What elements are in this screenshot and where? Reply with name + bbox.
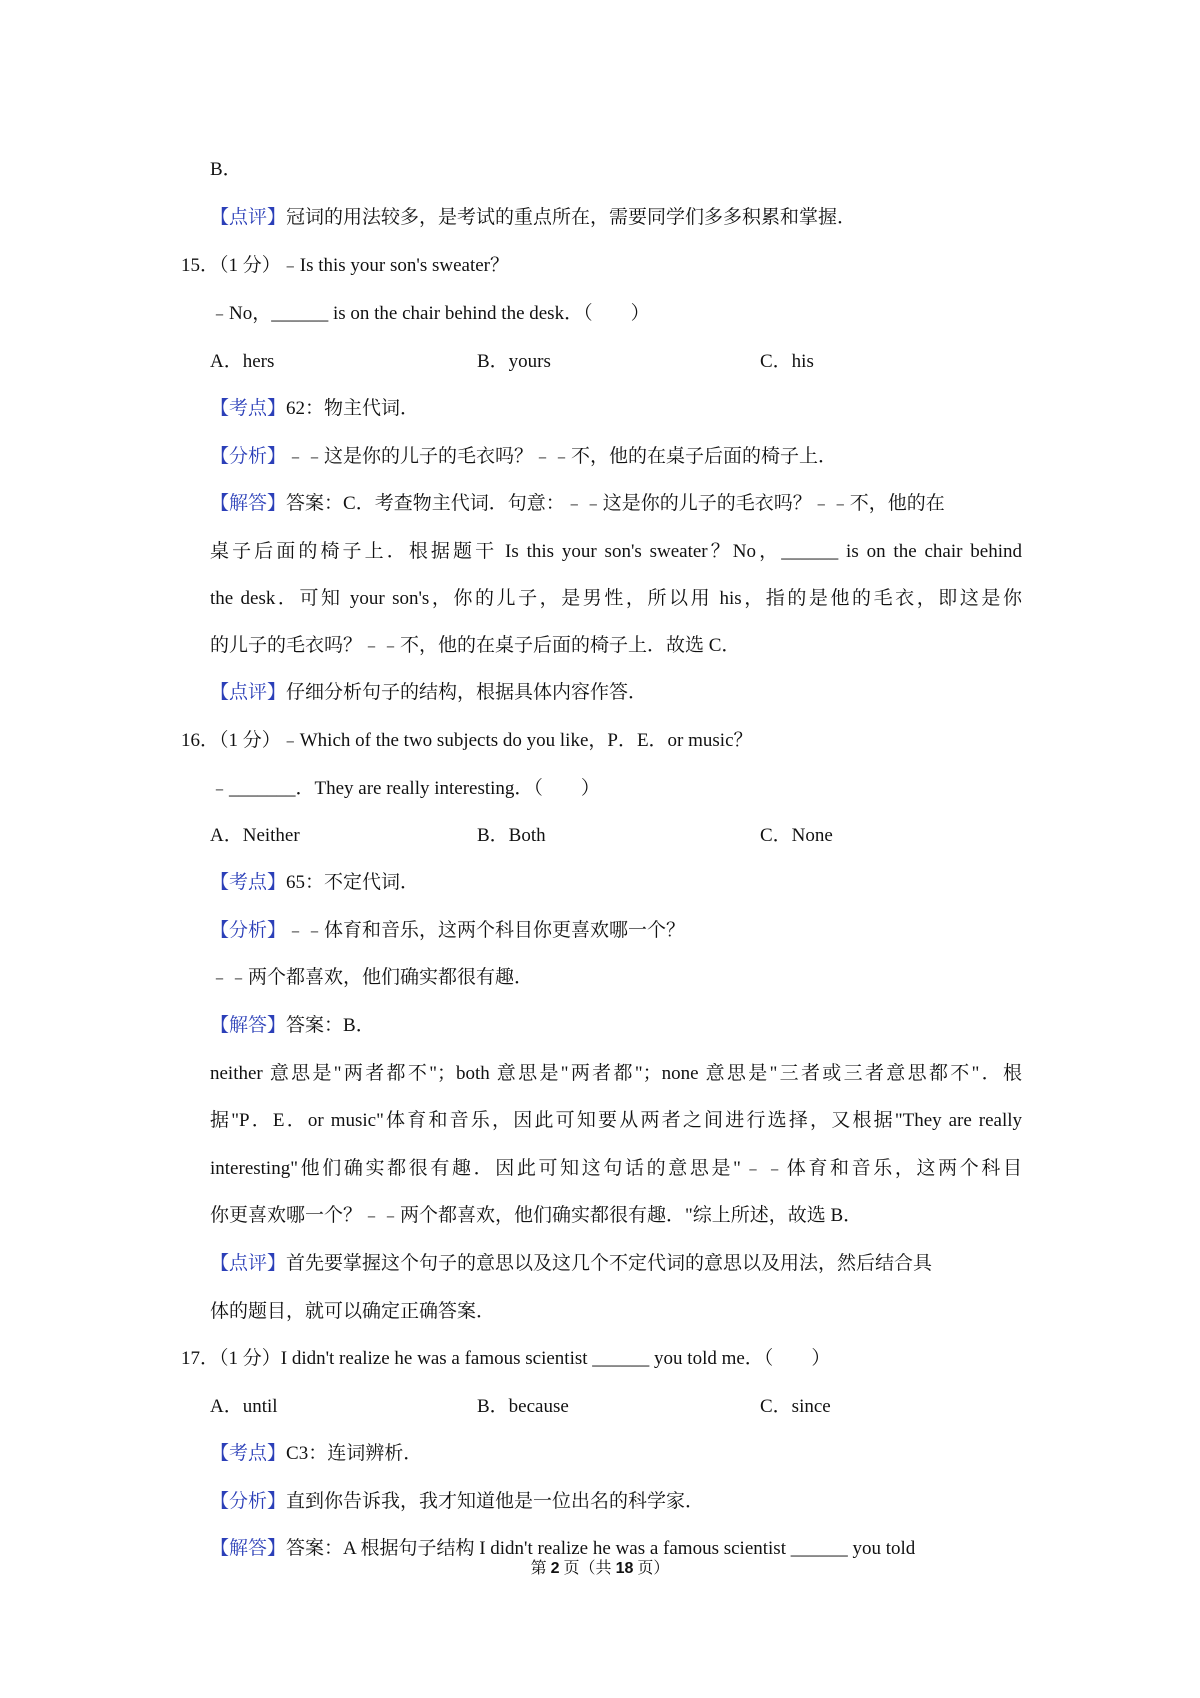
question-17-stem: 17．（1 分）I didn't realize he was a famous scientist ______ you told me．（ ） (181, 1348, 831, 1369)
jieda-tag: 【解答】 (210, 1015, 287, 1036)
question-16-option-a: A．Neither (210, 825, 300, 846)
comment-tag: 【点评】 (210, 207, 287, 228)
jieda-tag: 【解答】 (210, 1538, 287, 1559)
fenxi-text: 直到你告诉我，我才知道他是一位出名的科学家． (286, 1491, 705, 1512)
kaodian-tag: 【考点】 (210, 872, 287, 893)
question-15-jieda-line-4: 的儿子的毛衣吗？﹣﹣不，他的在桌子后面的椅子上．故选 C． (210, 635, 741, 656)
question-15-kaodian (210, 397, 419, 421)
jieda-tag: 【解答】 (210, 493, 287, 514)
question-16-option-b: B．Both (477, 825, 546, 846)
question-16-fenxi (210, 919, 685, 943)
question-15-option-c: C．his (760, 351, 814, 372)
question-17-jieda (210, 1537, 915, 1561)
question-17-option-a: A．until (210, 1396, 278, 1417)
question-15-prompt: ﹣No，______ is on the chair behind the desk．（ ） (210, 303, 650, 324)
question-15-stem: 15．（1 分）﹣Is this your son's sweater？ (181, 255, 509, 276)
question-15-dianping (210, 681, 647, 705)
question-17-kaodian (210, 1442, 422, 1466)
question-15-jieda (210, 492, 945, 516)
kaodian-tag: 【考点】 (210, 1443, 287, 1464)
question-16-jieda-line-3: 据"P．E．or music"体育和音乐，因此可知要从两者之间进行选择，又根据"They are really (210, 1110, 1022, 1131)
dianping-tag: 【点评】 (210, 1253, 287, 1274)
question-16-kaodian (210, 871, 419, 895)
jieda-text: 答案：C．考查物主代词．句意：﹣﹣这是你的儿子的毛衣吗？﹣﹣不，他的在 (286, 493, 945, 514)
fenxi-tag: 【分析】 (210, 446, 287, 467)
previous-comment (210, 206, 856, 230)
fenxi-text: ﹣﹣体育和音乐，这两个科目你更喜欢哪一个？ (286, 920, 686, 941)
fenxi-text: ﹣﹣这是你的儿子的毛衣吗？﹣﹣不，他的在桌子后面的椅子上． (286, 446, 838, 467)
question-15-option-a: A．hers (210, 351, 275, 372)
kaodian-text: C3：连词辨析． (286, 1443, 423, 1464)
question-17-fenxi (210, 1490, 704, 1514)
question-17-option-b: B．because (477, 1396, 569, 1417)
fenxi-tag: 【分析】 (210, 920, 287, 941)
question-16-fenxi-line-2: ﹣﹣两个都喜欢，他们确实都很有趣． (210, 967, 534, 988)
question-16-jieda-line-4: interesting"他们确实都很有趣．因此可知这句话的意思是"﹣﹣体育和音乐，这两个科目 (210, 1158, 1022, 1179)
kaodian-text: 62：物主代词． (286, 398, 420, 419)
dianping-tag: 【点评】 (210, 682, 287, 703)
kaodian-text: 65：不定代词． (286, 872, 420, 893)
question-16-jieda (210, 1014, 375, 1038)
dianping-text: 首先要掌握这个句子的意思以及这几个不定代词的意思以及用法，然后结合具 (286, 1253, 933, 1274)
comment-text: 冠词的用法较多，是考试的重点所在，需要同学们多多积累和掌握． (286, 207, 857, 228)
question-15-fenxi (210, 445, 837, 469)
page-number: 2 (550, 1560, 560, 1577)
question-16-dianping (210, 1252, 932, 1276)
page-footer: 第 2 页（共 18 页） (530, 1560, 670, 1577)
question-16-prompt: ﹣_______．They are really interesting．（ ） (210, 778, 600, 799)
kaodian-tag: 【考点】 (210, 398, 287, 419)
question-16-jieda-line-2: neither 意思是"两者都不"；both 意思是"两者都"；none 意思是"三者或三者意思都不"．根 (210, 1063, 1022, 1084)
question-15-jieda-line-3: the desk．可知 your son's，你的儿子，是男性，所以用 his，指的是他的毛衣，即这是你 (210, 588, 1022, 609)
fenxi-tag: 【分析】 (210, 1491, 287, 1512)
question-16-stem: 16．（1 分）﹣Which of the two subjects do you like，P．E．or music？ (181, 730, 753, 751)
previous-answer: B． (210, 159, 242, 180)
question-17-option-c: C．since (760, 1396, 831, 1417)
question-15-jieda-line-2: 桌子后面的椅子上．根据题干 Is this your son's sweater？No，______ is on the chair behind (210, 541, 1022, 562)
question-16-option-c: C．None (760, 825, 833, 846)
question-16-dianping-line-2: 体的题目，就可以确定正确答案． (210, 1301, 496, 1322)
question-16-jieda-line-5: 你更喜欢哪一个？﹣﹣两个都喜欢，他们确实都很有趣．"综上所述，故选 B． (210, 1205, 863, 1226)
jieda-text: 答案：B． (286, 1015, 375, 1036)
jieda-text: 答案：A 根据句子结构 I didn't realize he was a famous scientist ______ you told (286, 1538, 916, 1559)
page-total: 18 (615, 1560, 634, 1577)
question-15-option-b: B．yours (477, 351, 551, 372)
dianping-text: 仔细分析句子的结构，根据具体内容作答． (286, 682, 648, 703)
